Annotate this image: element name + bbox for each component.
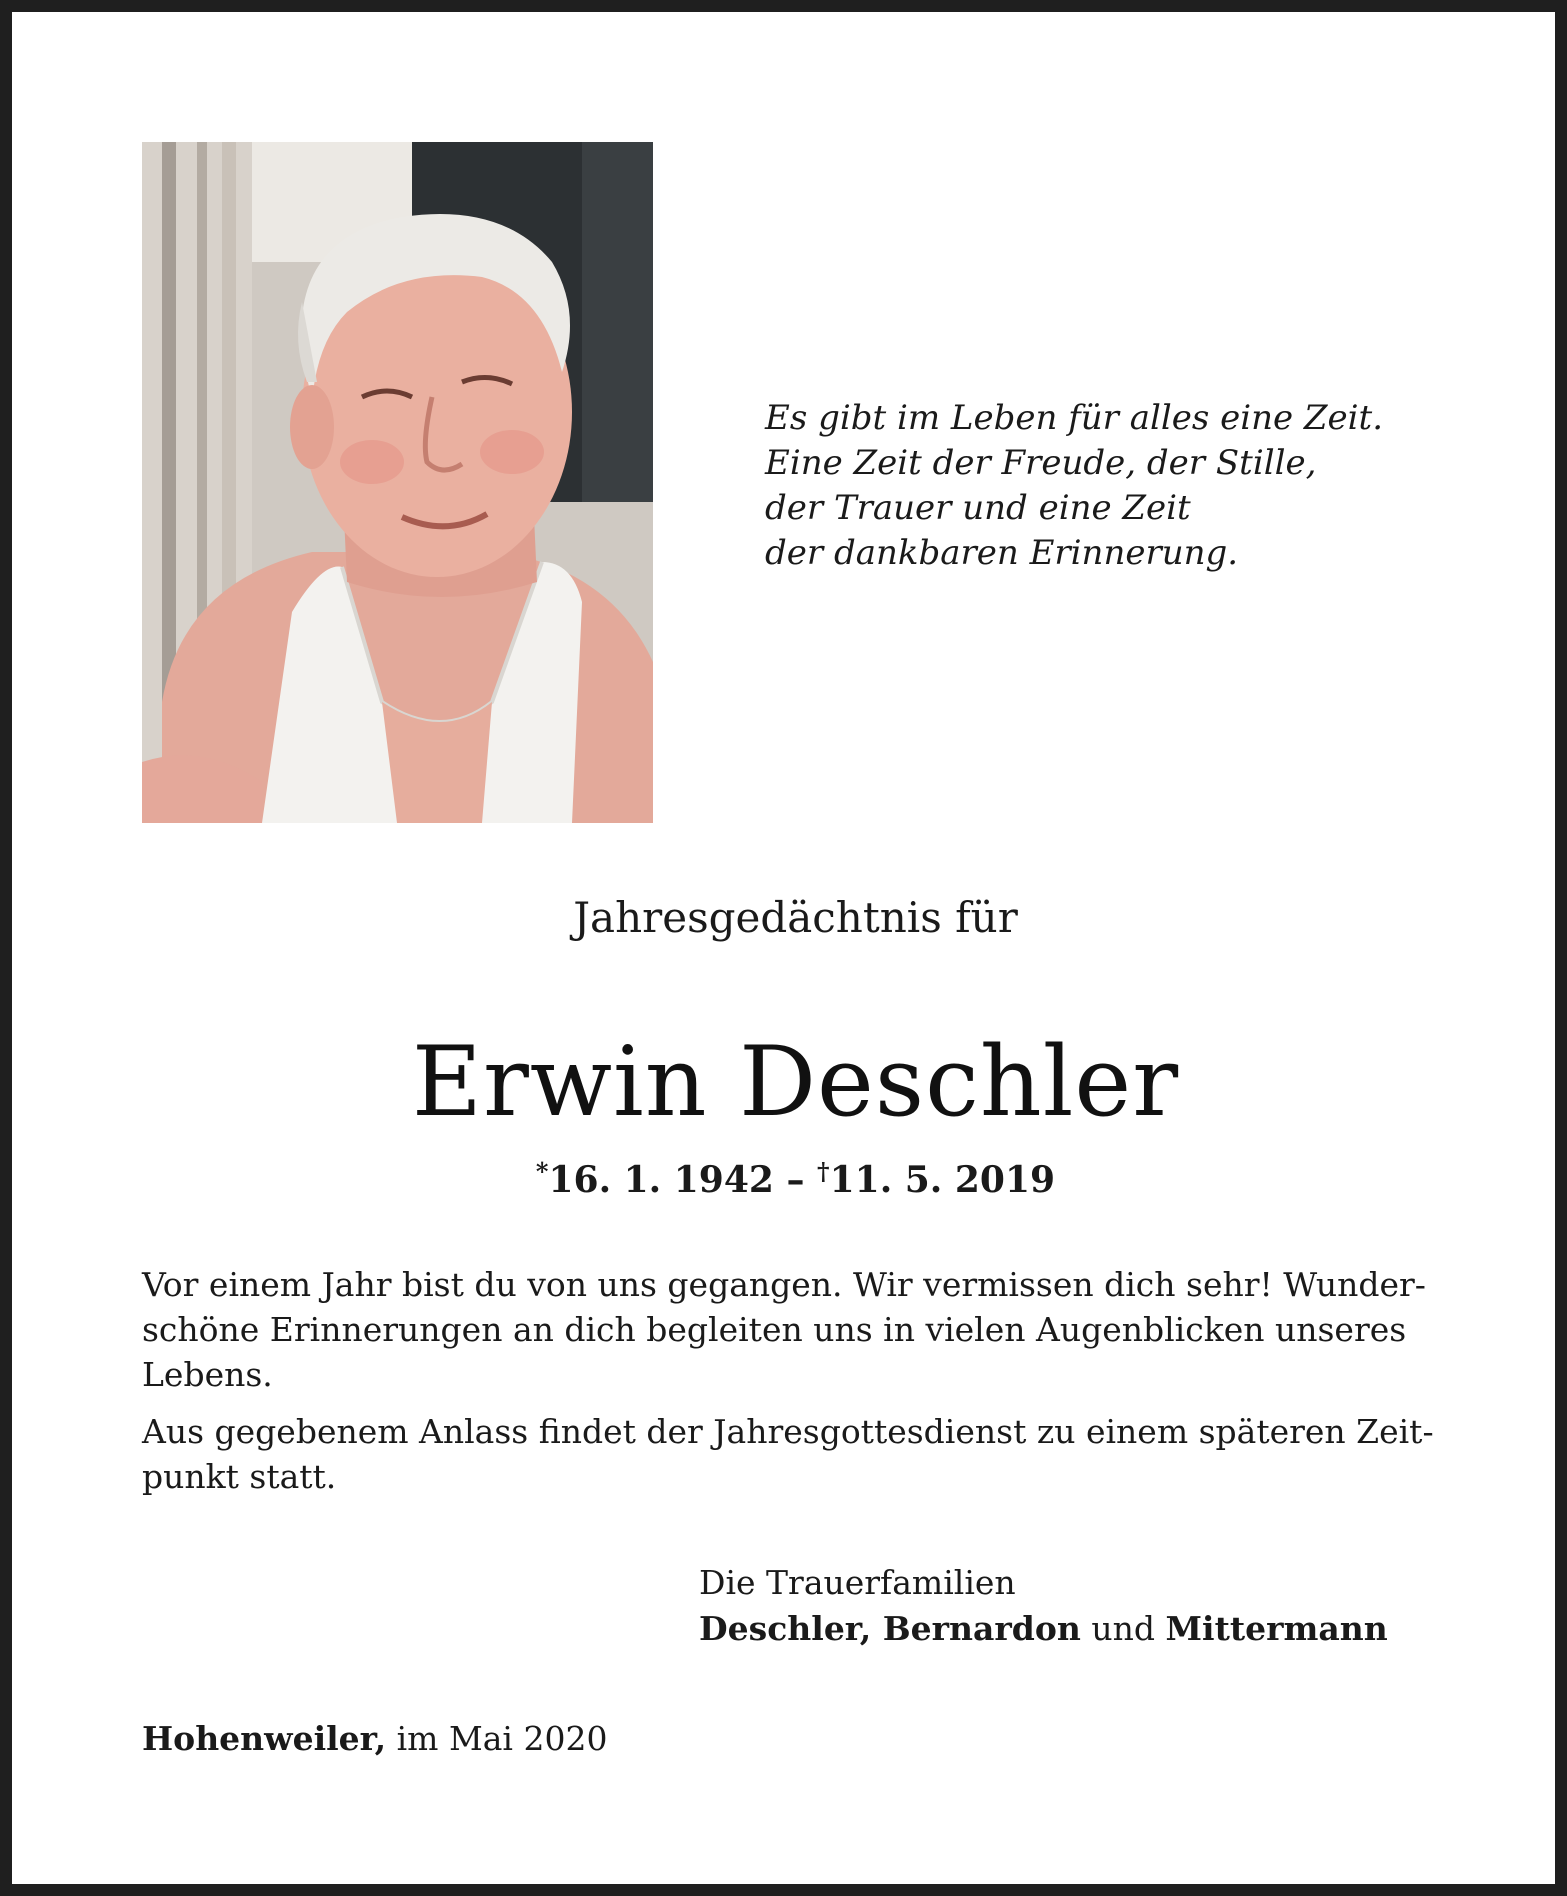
message-line: schöne Erinnerungen an dich begleiten uns in vielen Augenblicken unseres xyxy=(142,1310,1407,1349)
message-paragraph xyxy=(142,1409,1452,1499)
quote-line: der Trauer und eine Zeit xyxy=(765,488,1191,528)
signature-intro: Die Trauerfamilien xyxy=(699,1563,1016,1602)
birth-mark: * xyxy=(535,1157,549,1186)
notice-date: im Mai 2020 xyxy=(386,1719,608,1758)
life-dates xyxy=(12,1147,1567,1205)
message-line: Lebens. xyxy=(142,1355,273,1394)
memorial-message xyxy=(142,1262,1452,1511)
death-mark: † xyxy=(817,1157,830,1186)
deceased-name: Erwin Deschler xyxy=(411,1026,1180,1138)
portrait-image xyxy=(142,142,653,823)
message-line: Vor einem Jahr bist du von uns gegangen. Wir vermissen dich sehr! Wunder- xyxy=(142,1265,1426,1304)
family-names-primary: Deschler, Bernardon xyxy=(699,1609,1081,1648)
quote-line: der dankbaren Erinnerung. xyxy=(765,533,1239,573)
memorial-intro: Jahresgedächtnis für xyxy=(573,893,1018,942)
quote-line: Es gibt im Leben für alles eine Zeit. xyxy=(765,398,1384,438)
family-connector: und xyxy=(1080,1609,1166,1648)
quote-line: Eine Zeit der Freude, der Stille, xyxy=(765,443,1317,483)
message-paragraph xyxy=(142,1262,1452,1397)
message-line: punkt statt. xyxy=(142,1457,337,1496)
family-signature xyxy=(699,1560,1499,1652)
family-name-secondary: Mittermann xyxy=(1165,1609,1388,1648)
birth-date: 16. 1. 1942 xyxy=(548,1159,774,1201)
place-name: Hohenweiler, xyxy=(142,1719,387,1758)
portrait-photo xyxy=(142,142,653,823)
message-line: Aus gegebenem Anlass findet der Jahresgottesdienst zu einem späteren Zeit- xyxy=(142,1412,1434,1451)
signature-families xyxy=(699,1606,1499,1652)
memorial-quote xyxy=(765,396,1385,576)
date-separator: – xyxy=(773,1159,818,1201)
place-and-date xyxy=(142,1716,607,1762)
death-date: 11. 5. 2019 xyxy=(829,1159,1056,1201)
